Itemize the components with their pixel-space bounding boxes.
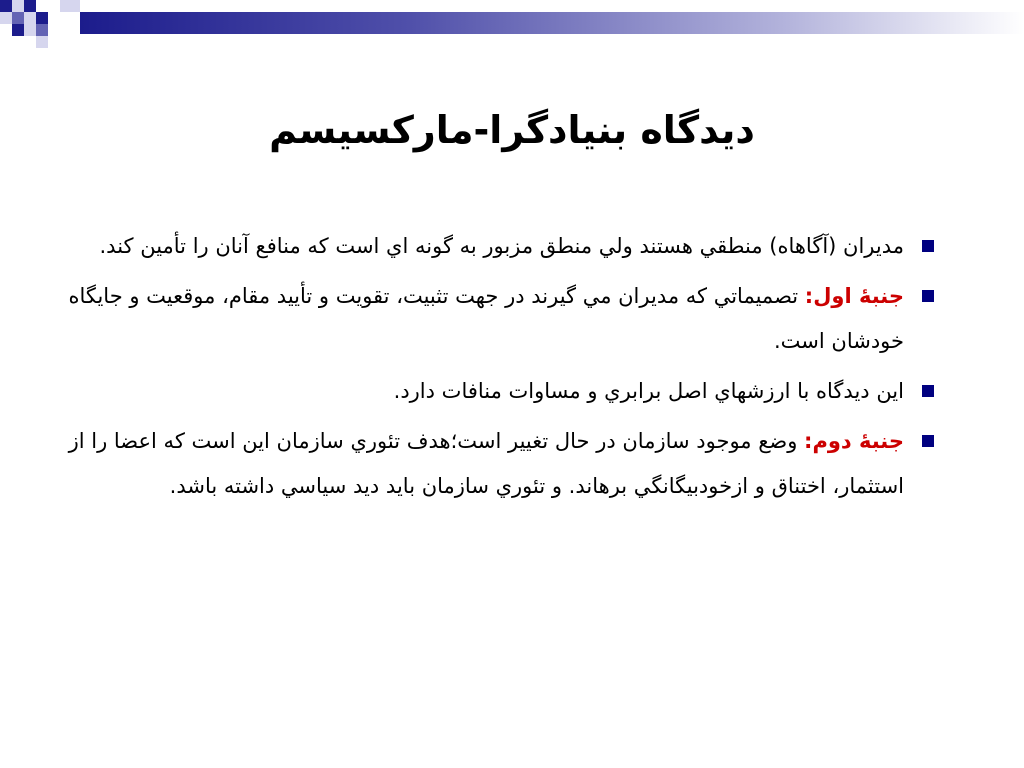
square-bullet-icon xyxy=(922,385,934,397)
bullet-text: اين ديدگاه با ارزشهاي اصل برابري و مساوات منافات دارد. xyxy=(393,379,904,403)
bullet-item-2 xyxy=(54,274,934,364)
bullet-lead: جنبۀ دوم: xyxy=(804,429,904,453)
bullet-lead: جنبۀ اول: xyxy=(804,284,904,308)
bullet-text: وضع موجود سازمان در حال تغيير است؛هدف تئوري سازمان اين است كه اعضا را از استثمار، اختناق و ازخودبيگانگي برهاند. و تئوري سازمان بايد ديد سياسي داشته باشد. xyxy=(68,429,904,498)
square-bullet-icon xyxy=(922,290,934,302)
bullet-text: مديران (آگاهاه) منطقي هستند ولي منطق مزبور به گونه اي است كه منافع آنان را تأمين كند. xyxy=(99,234,904,258)
top-gradient-band xyxy=(80,12,1024,34)
bullet-item-3 xyxy=(54,369,934,414)
square-bullet-icon xyxy=(922,240,934,252)
slide-title: ديدگاه بنيادگرا-ماركسيسم xyxy=(269,108,755,152)
square-bullet-icon xyxy=(922,435,934,447)
bullet-item-4 xyxy=(54,419,934,509)
slide-body xyxy=(54,224,934,514)
bullet-item-1 xyxy=(54,224,934,269)
corner-decoration xyxy=(0,0,80,50)
bullet-text: تصميماتي كه مديران مي گيرند در جهت تثبيت، تقويت و تأييد مقام، موقعيت و جايگاه خودشان است. xyxy=(68,284,904,353)
